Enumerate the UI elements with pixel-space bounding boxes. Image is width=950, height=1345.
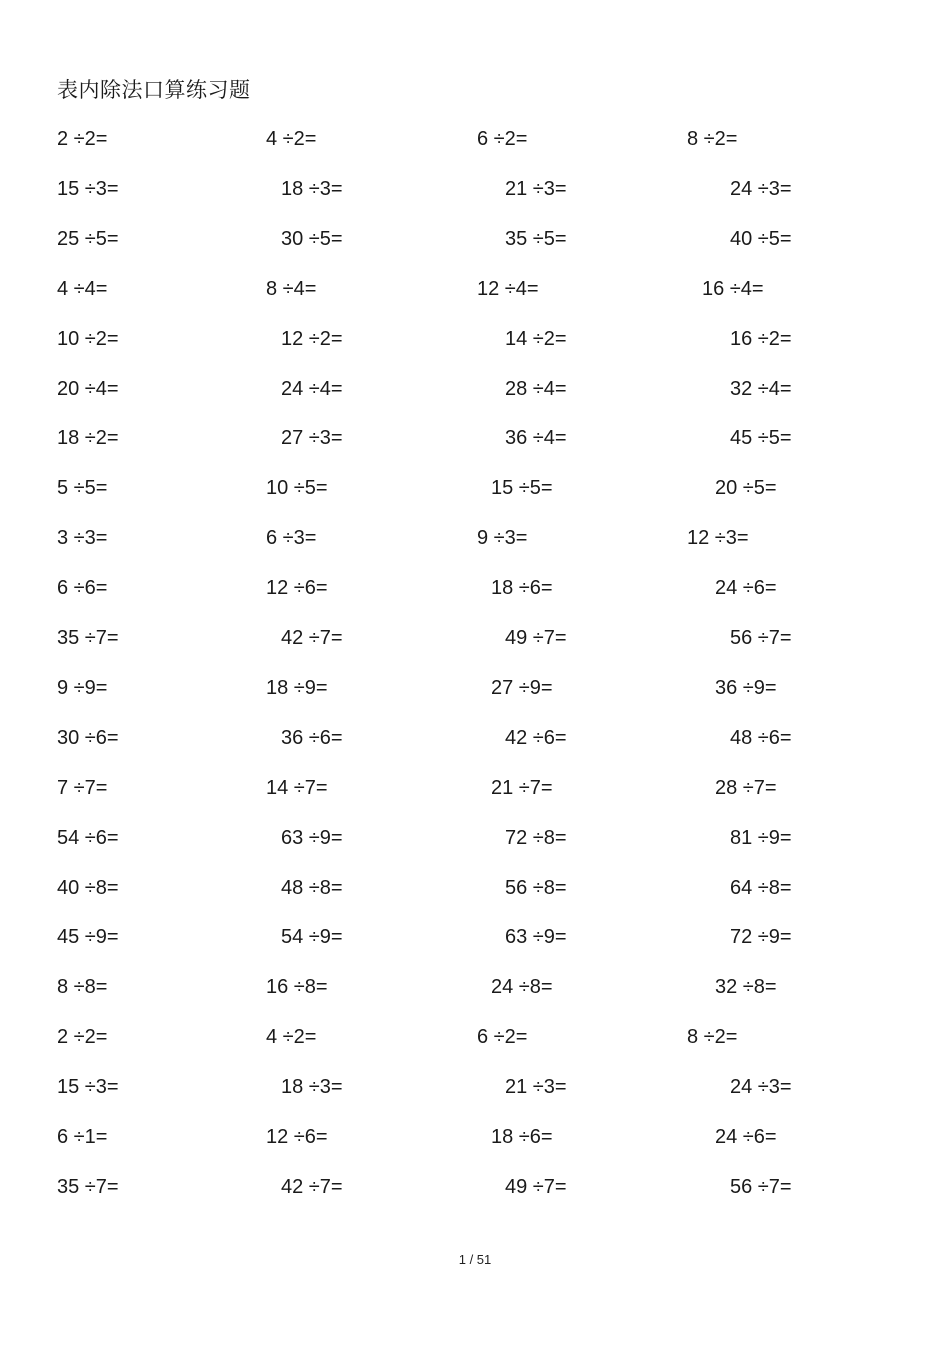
division-problem: 3 ÷3=: [57, 527, 108, 550]
exercise-row: [0, 1172, 950, 1202]
exercise-row: [0, 274, 950, 304]
page-number: 1 / 51: [458, 1252, 492, 1267]
division-problem: 54 ÷6=: [57, 826, 119, 849]
exercise-row: [0, 823, 950, 853]
division-problem: 32 ÷4=: [730, 377, 792, 400]
division-problem: 9 ÷9=: [57, 676, 108, 699]
division-problem: 24 ÷6=: [715, 577, 777, 600]
division-problem: 27 ÷3=: [281, 427, 343, 450]
division-problem: 16 ÷2=: [730, 327, 792, 350]
division-problem: 15 ÷3=: [57, 177, 119, 200]
division-problem: 4 ÷4=: [57, 277, 108, 300]
division-problem: 14 ÷7=: [266, 776, 328, 799]
division-problem: 30 ÷5=: [281, 227, 343, 250]
division-problem: 6 ÷1=: [57, 1126, 108, 1148]
division-problem: 56 ÷7=: [730, 1175, 792, 1198]
division-problem: 5 ÷5=: [57, 477, 108, 500]
division-problem: 21 ÷3=: [505, 177, 567, 200]
division-problem: 64 ÷8=: [730, 876, 792, 899]
division-problem: 72 ÷9=: [730, 926, 792, 949]
exercise-row: [0, 324, 950, 354]
division-problem: 8 ÷8=: [57, 976, 108, 999]
division-problem: 54 ÷9=: [281, 926, 343, 949]
division-problem: 15 ÷5=: [491, 477, 553, 500]
division-problem: 21 ÷7=: [491, 776, 553, 799]
division-problem: 35 ÷5=: [505, 227, 567, 250]
division-problem: 72 ÷8=: [505, 826, 567, 849]
exercise-row: [0, 773, 950, 803]
division-problem: 42 ÷6=: [505, 726, 567, 749]
division-problem: 2 ÷2=: [57, 1026, 108, 1049]
division-problem: 21 ÷3=: [505, 1076, 567, 1099]
division-problem: 49 ÷7=: [505, 627, 567, 649]
division-problem: 40 ÷8=: [57, 876, 119, 899]
exercise-row: [0, 573, 950, 603]
division-problem: 6 ÷2=: [477, 128, 528, 150]
division-problem: 40 ÷5=: [730, 227, 792, 250]
division-problem: 18 ÷9=: [266, 676, 328, 699]
exercise-row: [0, 174, 950, 204]
division-problem: 10 ÷2=: [57, 327, 119, 350]
exercise-row: [0, 523, 950, 553]
division-problem: 45 ÷5=: [730, 427, 792, 450]
division-problem: 30 ÷6=: [57, 726, 119, 749]
division-problem: 6 ÷6=: [57, 577, 108, 600]
division-problem: 27 ÷9=: [491, 676, 553, 699]
exercise-row: [0, 374, 950, 404]
division-problem: 8 ÷2=: [687, 1026, 738, 1049]
exercise-row: [0, 723, 950, 753]
exercise-row: [0, 922, 950, 952]
exercise-row: [0, 473, 950, 503]
division-problem: 16 ÷4=: [702, 277, 764, 300]
division-problem: 8 ÷2=: [687, 128, 738, 150]
division-problem: 10 ÷5=: [266, 477, 328, 500]
division-problem: 36 ÷9=: [715, 676, 777, 699]
page-title: 表内除法口算练习题: [57, 78, 251, 102]
division-problem: 16 ÷8=: [266, 976, 328, 999]
division-problem: 49 ÷7=: [505, 1175, 567, 1198]
division-problem: 18 ÷6=: [491, 577, 553, 600]
division-problem: 32 ÷8=: [715, 976, 777, 999]
division-problem: 18 ÷6=: [491, 1126, 553, 1148]
division-problem: 28 ÷4=: [505, 377, 567, 400]
division-problem: 4 ÷2=: [266, 1026, 317, 1049]
division-problem: 6 ÷3=: [266, 527, 317, 550]
division-problem: 12 ÷4=: [477, 277, 539, 300]
division-problem: 14 ÷2=: [505, 327, 567, 350]
division-problem: 24 ÷8=: [491, 976, 553, 999]
division-problem: 12 ÷2=: [281, 327, 343, 350]
exercise-row: [0, 423, 950, 453]
exercise-row: [0, 623, 950, 653]
exercise-row: [0, 1122, 950, 1152]
division-problem: 42 ÷7=: [281, 627, 343, 649]
exercise-row: [0, 1072, 950, 1102]
division-problem: 15 ÷3=: [57, 1076, 119, 1099]
division-problem: 48 ÷6=: [730, 726, 792, 749]
division-problem: 36 ÷6=: [281, 726, 343, 749]
division-problem: 20 ÷5=: [715, 477, 777, 500]
exercise-row: [0, 124, 950, 154]
division-problem: 25 ÷5=: [57, 227, 119, 250]
division-problem: 18 ÷3=: [281, 1076, 343, 1099]
division-problem: 20 ÷4=: [57, 377, 119, 400]
division-problem: 56 ÷8=: [505, 876, 567, 899]
division-problem: 9 ÷3=: [477, 527, 528, 550]
division-problem: 7 ÷7=: [57, 776, 108, 799]
exercise-row: [0, 673, 950, 703]
division-problem: 4 ÷2=: [266, 128, 317, 150]
division-problem: 8 ÷4=: [266, 277, 317, 300]
division-problem: 18 ÷3=: [281, 177, 343, 200]
division-problem: 24 ÷3=: [730, 177, 792, 200]
exercise-row: [0, 873, 950, 903]
division-problem: 24 ÷6=: [715, 1126, 777, 1148]
division-problem: 42 ÷7=: [281, 1175, 343, 1198]
exercise-row: [0, 224, 950, 254]
division-problem: 45 ÷9=: [57, 926, 119, 949]
division-problem: 28 ÷7=: [715, 776, 777, 799]
division-problem: 35 ÷7=: [57, 1175, 119, 1198]
division-problem: 24 ÷3=: [730, 1076, 792, 1099]
division-problem: 12 ÷6=: [266, 577, 328, 600]
division-problem: 63 ÷9=: [281, 826, 343, 849]
division-problem: 81 ÷9=: [730, 826, 792, 849]
division-problem: 35 ÷7=: [57, 627, 119, 649]
division-problem: 2 ÷2=: [57, 128, 108, 150]
division-problem: 12 ÷3=: [687, 527, 749, 550]
division-problem: 56 ÷7=: [730, 627, 792, 649]
division-problem: 63 ÷9=: [505, 926, 567, 949]
division-problem: 6 ÷2=: [477, 1026, 528, 1049]
exercise-row: [0, 1022, 950, 1052]
division-problem: 24 ÷4=: [281, 377, 343, 400]
division-problem: 12 ÷6=: [266, 1126, 328, 1148]
division-problem: 36 ÷4=: [505, 427, 567, 450]
division-problem: 48 ÷8=: [281, 876, 343, 899]
division-problem: 18 ÷2=: [57, 427, 119, 450]
exercise-row: [0, 972, 950, 1002]
